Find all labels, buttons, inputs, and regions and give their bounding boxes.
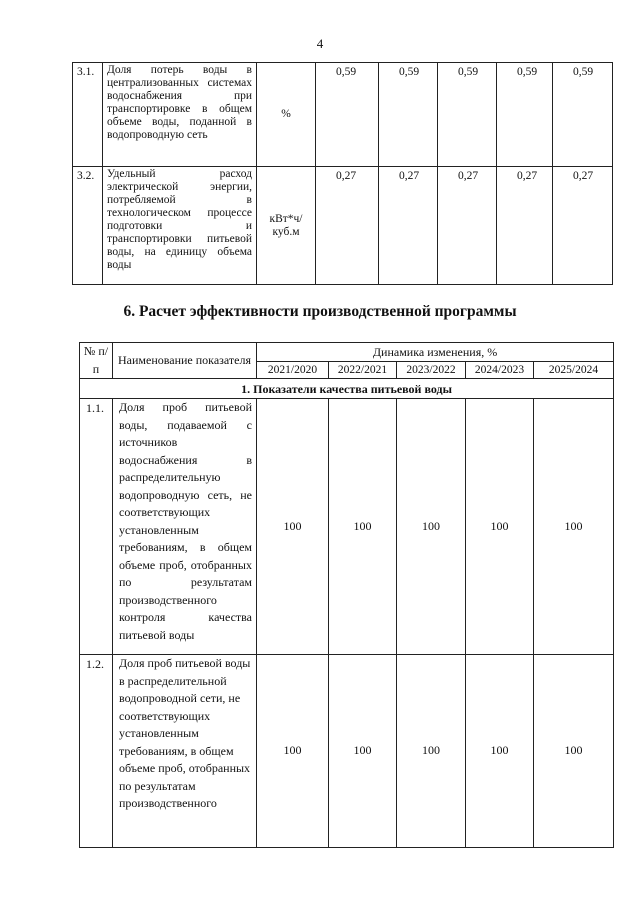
value-cell: 0,59 bbox=[379, 63, 438, 167]
indicator-name: Доля проб питьевой воды, подаваемой с источников водоснабжения в распределительную водопроводную сеть, не соответствующих установленным требованиям, в общем объеме проб, отобранных по результатам производственного контроля качества питьевой воды bbox=[113, 399, 257, 655]
table-header-row bbox=[80, 343, 614, 362]
value-cell: 100 bbox=[534, 399, 614, 655]
value-cell: 100 bbox=[257, 655, 329, 848]
value-cell: 100 bbox=[466, 399, 534, 655]
value-cell: 0,27 bbox=[497, 167, 553, 285]
unit-cell: % bbox=[257, 63, 316, 167]
section-title: 1. Показатели качества питьевой воды bbox=[80, 379, 614, 399]
table-row bbox=[80, 655, 614, 848]
value-cell: 0,27 bbox=[316, 167, 379, 285]
header-dynamics: Динамика изменения, % bbox=[257, 343, 614, 362]
indicator-name-cell bbox=[113, 655, 257, 848]
indicators-table-continued bbox=[72, 62, 613, 285]
indicator-name: Доля проб питьевой воды в распределительной водопроводной сети, не соответствующих установленным требованиям, в общем объеме проб, отобранных по результатам производственного bbox=[119, 656, 251, 810]
row-number: 3.2. bbox=[73, 167, 103, 285]
header-name: Наименование показателя bbox=[113, 343, 257, 379]
value-cell: 100 bbox=[257, 399, 329, 655]
value-cell: 0,59 bbox=[553, 63, 613, 167]
indicator-name: Удельный расход электрической энергии, потребляемой в технологическом процессе подготовки и транспортировки питьевой воды, на единицу объема воды bbox=[103, 167, 257, 285]
indicator-name: Доля потерь воды в централизованных системах водоснабжения при транспортировке в общем объеме воды, поданной в водопроводную сеть bbox=[103, 63, 257, 167]
table-row bbox=[80, 399, 614, 655]
value-cell: 0,59 bbox=[316, 63, 379, 167]
value-cell: 100 bbox=[329, 399, 397, 655]
row-number: 3.1. bbox=[73, 63, 103, 167]
value-cell: 0,27 bbox=[379, 167, 438, 285]
header-year: 2022/2021 bbox=[329, 362, 397, 379]
header-year: 2021/2020 bbox=[257, 362, 329, 379]
table-row bbox=[73, 63, 613, 167]
section-heading: 6. Расчет эффективности производственной программы bbox=[123, 303, 517, 320]
header-year: 2023/2022 bbox=[397, 362, 466, 379]
efficiency-table bbox=[79, 342, 614, 848]
value-cell: 0,59 bbox=[497, 63, 553, 167]
value-cell: 0,59 bbox=[438, 63, 497, 167]
value-cell: 0,27 bbox=[553, 167, 613, 285]
table-row bbox=[73, 167, 613, 285]
value-cell: 100 bbox=[397, 655, 466, 848]
row-number: 1.1. bbox=[80, 399, 113, 655]
section-row bbox=[80, 379, 614, 399]
unit-cell: кВт*ч/ куб.м bbox=[257, 167, 316, 285]
header-year: 2024/2023 bbox=[466, 362, 534, 379]
value-cell: 100 bbox=[534, 655, 614, 848]
value-cell: 100 bbox=[329, 655, 397, 848]
header-year: 2025/2024 bbox=[534, 362, 614, 379]
row-number: 1.2. bbox=[80, 655, 113, 848]
header-number: № п/п bbox=[80, 343, 113, 379]
value-cell: 100 bbox=[466, 655, 534, 848]
value-cell: 100 bbox=[397, 399, 466, 655]
page-number: 4 bbox=[316, 36, 324, 51]
value-cell: 0,27 bbox=[438, 167, 497, 285]
